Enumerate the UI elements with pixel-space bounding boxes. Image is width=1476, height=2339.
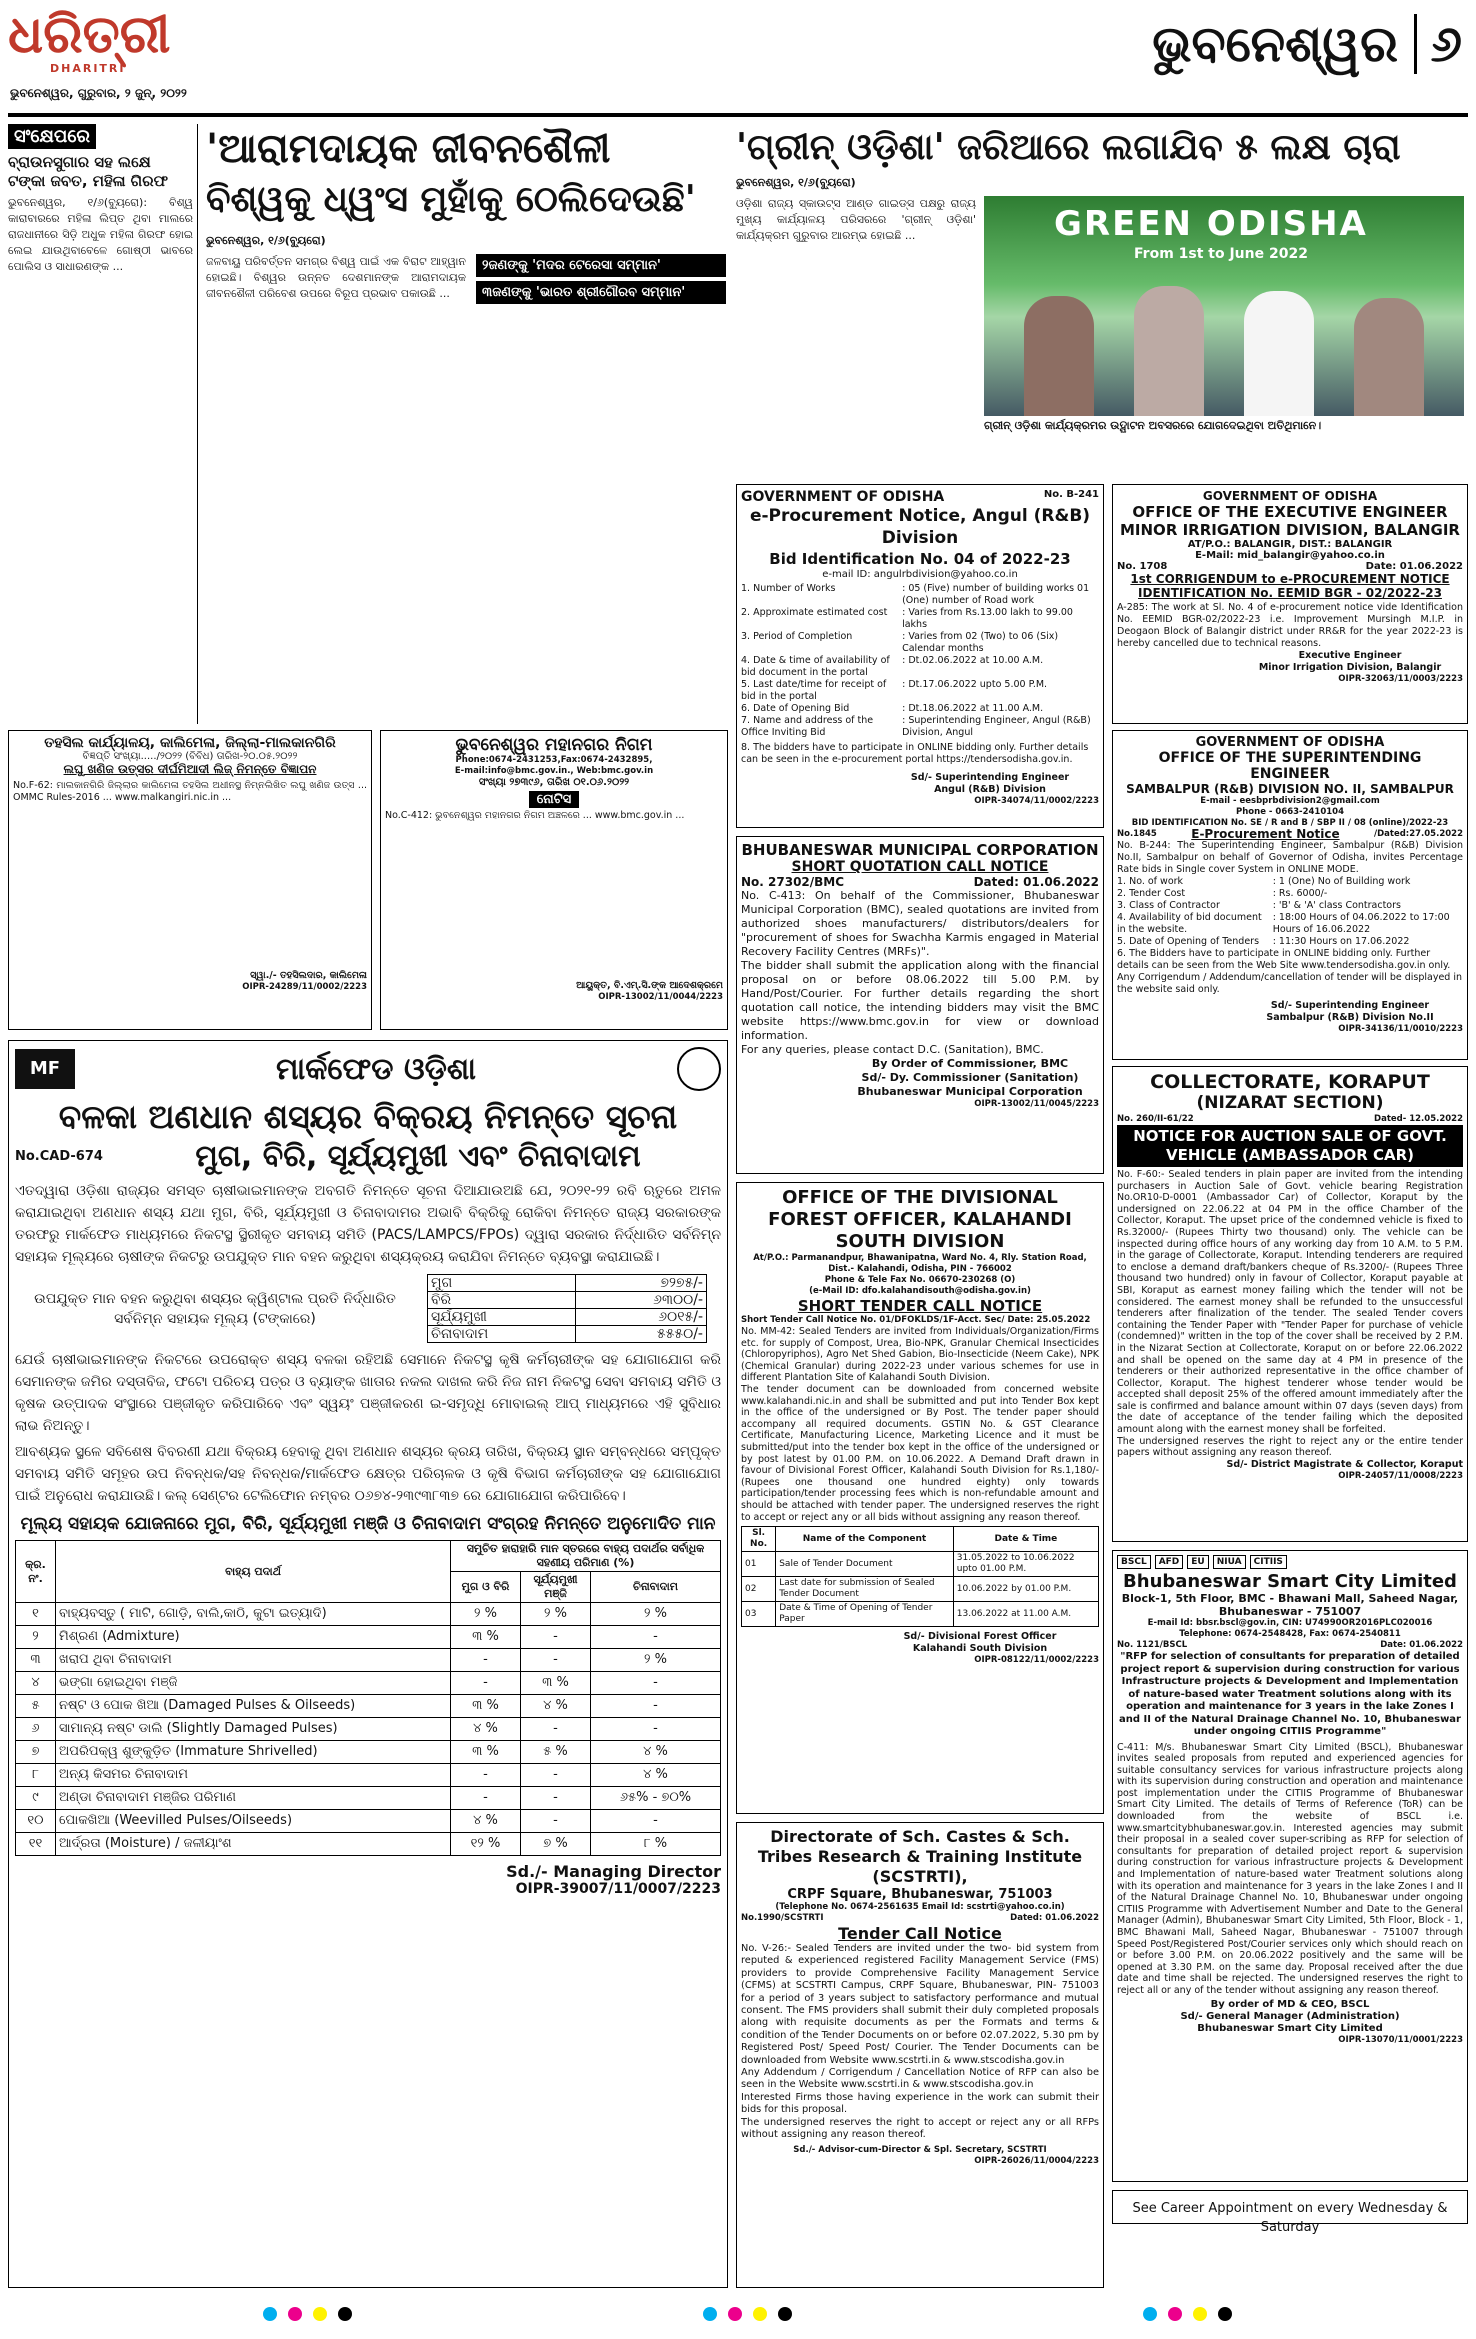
- scstrti-sub: Tender Call Notice: [838, 1924, 1002, 1943]
- quality-sl: ୯: [16, 1787, 56, 1810]
- angul-detail-label: 7. Name and address of the Office Inviting Bid: [741, 715, 874, 738]
- quality-moong-biri: ୩ %: [451, 1695, 521, 1718]
- quality-row: [16, 1626, 721, 1649]
- yellow-dot: [753, 2307, 767, 2321]
- bmc-odia-notice-label: ନୋଟିସ: [529, 791, 579, 808]
- angul-detail-label: 6. Date of Opening Bid: [741, 703, 850, 714]
- markfed-para3: ଆବଶ୍ୟକ ସ୍ଥଳେ ସବିଶେଷ ବିବରଣୀ ଯଥା ବିକ୍ରୟ ହେବାକୁ ଥିବା ଅଣଧାନ ଶସ୍ୟର କ୍ରୟ ତାରିଖ, ବିକ୍ରୟ ସ୍ଥାନ ସମ୍ବନ୍ଧରେ ସମ୍ପୃକ୍ତ ସମବାୟ ସମିତି ସମୂହର ଉପ ନିବନ୍ଧକ/ସହ ନିବନ୍ଧକ/ମାର୍କଫେଡ କ୍ଷେତ୍ର ପରିଚାଳକ ଓ କୃଷି ବିଭାଗ କର୍ମଚାରୀଙ୍କ ସହ ଯୋଗାଯୋଗ ପାଇଁ ଅନୁରୋଧ କରାଯାଉଛି। କଲ୍ ସେଣ୍ଟର ଟେଲିଫୋନ ନମ୍ବର ୦୬୭୪-୨୩୯୩୮୩୭ ରେ ଯୋଗାଯୋଗ କରିପାରିବେ।: [15, 1444, 721, 1504]
- balangir-sub2: IDENTIFICATION No. EEMID BGR - 02/2022-23: [1138, 586, 1442, 600]
- angul-detail-value: : Varies from 02 (Two) to 06 (Six) Calendar months: [902, 631, 1059, 654]
- scstrti-body: No. V-26:- Sealed Tenders are invited under the two- bid system from reputed & experienced registered Facility Management Service (FMS) providers to provide Comprehensive Facility Management Service (CFMS) at SCSTRTI Campus, CRPF Square, Bhubaneswar, PIN- 751003 for a period of 3 years subject to satisfactory performance and mutual consent. The FMS providers shall submit their duly completed proposals along with requisite documents as per the Formats and terms & condition of the Tender Documents on or before 02.07.2022, 5.30 pm by Registered Post/ Speed Post/ Courier. The Tender Documents can be downloaded from Website www.scstrti.in & www.stscodisha.gov.in Any Addendum / Corrigendum / Cancellation Notice of RFP can also be seen in the Website www.scstrti.in & www.stscodisha.gov.in Interested Firms those having experience in the work can submit their bids for this proposal. The undersigned reserves the right to accept or reject any or all RFPs without assigning any reason thereof.: [741, 1943, 1099, 2141]
- quality-groundnut: ୪ %: [591, 1741, 721, 1764]
- quality-item: ସାମାନ୍ୟ ନଷ୍ଟ ଡାଲି (Slightly Damaged Pulses): [56, 1718, 451, 1741]
- smartcity-body: C-411: M/s. Bhubaneswar Smart City Limited (BSCL), Bhubaneswar invites sealed proposals from reputed and experienced agencies for suitable consultancy services for various infrastructure projects along with its supervision during construction and operation and maintenance post implementation under the CITIIS Programme of Bhubaneswar Smart City Limited. The details of Terms of Reference (ToR) can be downloaded from the website of BSCL i.e. www.smartcitybhubaneswar.gov.in. Interested agencies may submit their proposal in a sealed cover super-scribing as RFP for selection of consultants for preparation of detailed project report & supervision during construction for various infrastructure projects & Development and Implementation of nature-based water Treatment solutions along with its operation and maintenance for 3 years in the lake Zones I and II of the Natural Drainage Channel No. 10, Bhubaneswar under ongoing CITIIS Programme with Advertisement Number and Date to the General Manager (Admin), Bhubaneswar Smart City Limited, 5th Floor, Block - 1, BMC Bhawani Mall, Saheed Nagar, Bhubaneswar - 751007 through Speed Post/Registered Post/Courier services only which should reach on or before 3.00 P.M. on 20.06.2022 positively and the same will be opened at 3.30 P.M. on the same day. Proposal received after the due date and time shall be rejected. The undersigned reserves the right to reject all or any of the tender without assigning any reason thereof.: [1117, 1741, 1463, 1996]
- msp-price: ୬୩୦୦/-: [576, 1292, 707, 1309]
- tahasil-head: ଲଘୁ ଖଣିଜ ଉତ୍ସର ଦୀର୍ଘମିଆଦୀ ଲିଜ୍ ନିମନ୍ତେ ବିଜ୍ଞାପନ: [63, 762, 317, 776]
- quality-moong-biri: -: [451, 1649, 521, 1672]
- quality-row: [16, 1718, 721, 1741]
- sambalpur-detail-row: [1117, 900, 1463, 912]
- col-groundnut: ଚିନାବାଦାମ: [591, 1572, 721, 1603]
- bmc-title: BHUBANESWAR MUNICIPAL CORPORATION: [741, 841, 1099, 859]
- forest-datetime: 13.06.2022 at 11.00 A.M.: [953, 1602, 1098, 1627]
- forest-col-header: Sl. No.: [742, 1527, 776, 1552]
- angul-bid: Bid Identification No. 04 of 2022-23: [769, 550, 1071, 568]
- color-registration-marks-mid: [700, 2306, 795, 2325]
- quality-groundnut: ୪ %: [591, 1764, 721, 1787]
- bmc-date: Dated: 01.06.2022: [973, 875, 1099, 889]
- quality-item: ନଷ୍ଟ ଓ ପୋକ ଖିଆ (Damaged Pulses & Oilseeds): [56, 1695, 451, 1718]
- story-lifestyle: [206, 124, 728, 724]
- sambalpur-phone: Phone - 0663-2410104: [1236, 807, 1344, 817]
- ad-scstrti-tender: [736, 1822, 1104, 2288]
- quality-sunflower: ୩ %: [521, 1672, 591, 1695]
- page-number: ୬: [1414, 14, 1462, 74]
- quality-moong-biri: ୩ %: [451, 1741, 521, 1764]
- masthead: [8, 6, 1468, 114]
- angul-detail-row: [741, 631, 1099, 655]
- quality-sl: ୫: [16, 1695, 56, 1718]
- angul-sign: Sd/- Superintending Engineer Angul (R&B) Division: [910, 772, 1070, 795]
- forest-body: No. MM-42: Sealed Tenders are invited from Individuals/Organization/Firms etc. for supply of Compost, Urea, Bio-NPK, Granular Chemical Insecticides (Chloropyriphos), Agro Net Shed Gabion, Bio-Insecticide (Neem Cake), NPK (Chemical Granular) during 2022-23 under various schemes for use in different Plantation Site of Kalahandi South Division. The tender document can be downloaded from concerned website www.kalahandi.nic.in and shall be submitted and put into Tender Box kept in the office of the undersigned or By Post. The tender paper should accompany all required documents. GSTIN No. & GST Clearance Certificate, Manufacturing Licence, Marketing Licence and it must be submitted/put into the tender box kept in the office of the undersigned or by post latest by 01.00 P.M. on 10.06.2022. A Demand Draft drawn in favour of Divisional Forest Officer, Kalahandi South Division for Rs.1,180/- (Rupees one thousand one hundred eighty) only towards participation/tender processing fees which is non-refundable amount and should be attached with tender paper. The undersigned reserves the right to accept or reject any or all bids without assigning any reason thereof.: [741, 1326, 1099, 1523]
- scstrti-addr: CRPF Square, Bhubaneswar, 751003: [787, 1887, 1053, 1902]
- angul-detail-row: [741, 703, 1099, 715]
- msp-row: [428, 1309, 707, 1326]
- forest-sub: SHORT TENDER CALL NOTICE: [797, 1297, 1043, 1315]
- bmc-sign: By Order of Commissioner, BMC Sd/- Dy. Commissioner (Sanitation) Bhubaneswar Municipal Corporation: [857, 1057, 1083, 1098]
- quality-item: ଅଣ୍ଡା ଚିନାବାଦାମ ମଞ୍ଜିର ପରିମାଣ: [56, 1787, 451, 1810]
- yellow-dot: [1193, 2307, 1207, 2321]
- event-photo: [984, 196, 1464, 416]
- tahasil-ref: OIPR-24289/11/0002/2223: [242, 982, 367, 992]
- cyan-dot: [703, 2307, 717, 2321]
- quality-item: ପୋକଖିଆ (Weevilled Pulses/Oilseeds): [56, 1810, 451, 1833]
- quality-groundnut: ୮ %: [591, 1833, 721, 1856]
- balangir-sub1: 1st CORRIGENDUM to e-PROCUREMENT NOTICE: [1130, 572, 1450, 586]
- quality-sunflower: -: [521, 1764, 591, 1787]
- quality-groundnut: ୬୫% - ୭୦%: [591, 1787, 721, 1810]
- forest-component: Date & Time of Opening of Tender Paper: [776, 1602, 954, 1627]
- quality-item: ମିଶ୍ରଣ (Admixture): [56, 1626, 451, 1649]
- brief-heading: ସଂକ୍ଷେପରେ: [8, 124, 96, 149]
- story2-body: ଓଡ଼ିଶା ରାଜ୍ୟ ସ୍କାଉଟ୍ସ ଆଣ୍ଡ ଗାଇଡ୍ସ ପକ୍ଷରୁ ରାଜ୍ୟ ମୁଖ୍ୟ କାର୍ଯ୍ୟାଳୟ ପରିସରରେ 'ଗ୍ରୀନ୍ ଓଡ଼ିଶା' କାର୍ଯ୍ୟକ୍ରମ ଗୁରୁବାର ଆରମ୍ଭ ହୋଇଛି ...: [736, 197, 976, 242]
- markfed-table-title: ମୂଲ୍ୟ ସହାୟକ ଯୋଜନାରେ ମୁଗ, ବିରି, ସୂର୍ଯ୍ୟମୁଖୀ ମଞ୍ଜି ଓ ଚିନାବାଦାମ ସଂଗ୍ରହ ନିମନ୍ତେ ଅନୁମୋଦିତ ମାନ: [20, 1514, 716, 1534]
- bmc-odia-contact: Phone:0674-2431253,Fax:0674-2432895, E-mail:info@bmc.gov.in., Web:bmc.gov.in: [454, 755, 654, 776]
- award-tag-2: ୩ଜଣଙ୍କୁ 'ଭାରତ ଶ୍ରୀଗୌରବ ସମ୍ମାନ': [476, 281, 726, 304]
- quality-moong-biri: ୨ %: [451, 1603, 521, 1626]
- msp-crop: ମୁଗ: [428, 1275, 576, 1292]
- quality-groundnut: -: [591, 1672, 721, 1695]
- col-moong-biri: ମୁଗ ଓ ବିରି: [451, 1572, 521, 1603]
- quality-sunflower: -: [521, 1649, 591, 1672]
- ad-bmc-short-quotation: [736, 836, 1104, 1174]
- scstrti-phone: (Telephone No. 0674-2561635 Email Id: scstrti@yahoo.co.in): [775, 1902, 1065, 1912]
- bmc-odia-title: ଭୁବନେଶ୍ୱର ମହାନଗର ନିଗମ: [455, 735, 653, 755]
- sambalpur-detail-value: : Rs. 6000/-: [1272, 888, 1328, 899]
- ad-bmc-odia-notice: [380, 730, 728, 1030]
- forest-sl: 02: [742, 1577, 776, 1602]
- forest-addr: At/P.O.: Parmanandpur, Bhawanipatna, Ward No. 4, Rly. Station Road, Dist.- Kalahandi, Odisha, PIN - 766002 Phone & Tele Fax No. 06670-230268 (O) (e-Mail ID: dfo.kalahandisouth@odisha.gov.in): [753, 1253, 1087, 1296]
- sambalpur-title2: OFFICE OF THE SUPERINTENDING ENGINEER: [1158, 750, 1422, 782]
- sambalpur-detail-row: [1117, 876, 1463, 888]
- sambalpur-detail-row: [1117, 936, 1463, 948]
- angul-detail-label: 5. Last date/time for receipt of bid in the portal: [741, 679, 887, 702]
- photo-banner-sub: From 1st to June 2022: [1134, 246, 1308, 262]
- forest-component: Sale of Tender Document: [776, 1552, 954, 1577]
- markfed-para1: ଏତଦ୍ୱାରା ଓଡ଼ିଶା ରାଜ୍ୟର ସମସ୍ତ ଚାଷୀଭାଇମାନଙ୍କ ଅବଗତି ନିମନ୍ତେ ସୂଚନା ଦିଆଯାଉଅଛି ଯେ, ୨୦୨୧-୨୨ ରବି ଋତୁରେ ଅମଳ କରାଯାଇଥିବା ଅଣଧାନ ଶସ୍ୟ ଯଥା ମୁଗ, ବିରି, ସୂର୍ଯ୍ୟମୁଖୀ ଓ ଚିନାବାଦାମର ଅଭାବି ବିକ୍ରିକୁ ରୋକିବା ନିମନ୍ତେ ରାଜ୍ୟ ସରକାରଙ୍କ ତରଫରୁ ମାର୍କଫେଡ ମାଧ୍ୟମରେ ନିକଟସ୍ଥ ସ୍ଥିରୀକୃତ ସମବାୟ ସମିତି (PACS/LAMPCS/FPOs) ଦ୍ୱାରା ସରକାର ନିର୍ଦ୍ଧାରିତ ସର୍ବନିମ୍ନ ସହାୟକ ମୂଲ୍ୟରେ ଚାଷୀଙ୍କ ନିକଟରୁ ଉପଯୁକ୍ତ ମାନ ବହନ କରୁଥିବା ଶସ୍ୟକ୍ରୟ କରାଯିବା ନିମନ୍ତେ ବ୍ୟବସ୍ଥା କରାଯାଇଛି।: [15, 1183, 721, 1265]
- yellow-dot: [313, 2307, 327, 2321]
- forest-datetime: 10.06.2022 by 01.00 P.M.: [953, 1577, 1098, 1602]
- story-green-odisha: [736, 124, 1468, 484]
- angul-detail-row: [741, 607, 1099, 631]
- sambalpur-ref: OIPR-34136/11/0010/2223: [1338, 1024, 1463, 1034]
- angul-detail-value: : Dt.17.06.2022 upto 5.00 P.M.: [902, 679, 1048, 690]
- koraput-sub: NOTICE FOR AUCTION SALE OF GOVT. VEHICLE (AMBASSADOR CAR): [1117, 1125, 1463, 1167]
- career-banner: [1112, 2190, 1468, 2235]
- msp-row: [428, 1292, 707, 1309]
- markfed-brand: ମାର୍କଫେଡ ଓଡ଼ିଶା: [275, 1051, 476, 1087]
- ad-angul-eprocurement: [736, 484, 1104, 828]
- sambalpur-detail-row: [1117, 888, 1463, 900]
- quality-sl: ୩: [16, 1649, 56, 1672]
- quality-groundnut: -: [591, 1626, 721, 1649]
- quality-item: ଖରାପ ଥିବା ଚିନାବାଦାମ: [56, 1649, 451, 1672]
- quality-item: ବାହ୍ୟବସ୍ତୁ ( ମାଟି, ଗୋଡ଼ି, ବାଲି,କାଠି, କୁଟା ଇତ୍ୟାଦି): [56, 1603, 451, 1626]
- smartcity-addr: Block-1, 5th Floor, BMC - Bhawani Mall, Saheed Nagar, Bhubaneswar - 751007: [1121, 1592, 1459, 1618]
- black-dot: [1218, 2307, 1232, 2321]
- koraput-no: No. 260/II-61/22: [1117, 1114, 1194, 1124]
- newspaper-logo: ଧରିତ୍ରୀ: [8, 4, 171, 65]
- balangir-no: No. 1708: [1117, 561, 1168, 572]
- forest-schedule-row: [742, 1602, 1099, 1627]
- ad-balangir-corrigendum: [1112, 484, 1468, 724]
- koraput-title2: (NIZARAT SECTION): [1196, 1093, 1384, 1113]
- sambalpur-footer: 6. The Bidders have to participate in ONLINE bidding only. Further details can be seen from the Web Site www.tendersodisha.gov.in only. Any Corrigendum / Addendum/cancellation of tender will be displayed in the website said only.: [1117, 948, 1463, 995]
- forest-ref: OIPR-08122/11/0002/2223: [974, 1655, 1099, 1666]
- story2-dateline: ଭୁବନେଶ୍ୱର, ୧/୬(ବ୍ୟୁରୋ): [736, 176, 856, 189]
- news-brief: [8, 124, 198, 724]
- koraput-date: Dated- 12.05.2022: [1374, 1114, 1463, 1124]
- story-headline-line2: ବିଶ୍ୱକୁ ଧ୍ୱଂସ ମୁହାଁକୁ ଠେଲିଦେଉଛି': [206, 178, 696, 220]
- sambalpur-detail-row: [1117, 912, 1463, 936]
- angul-gov: GOVERNMENT OF ODISHA: [741, 489, 945, 505]
- col-limit: ସମୁଚିତ ହାରାହାରି ମାନ ସ୍ତରରେ ବାହ୍ୟ ପଦାର୍ଥର ସର୍ବାଧିକ ସହଣୀୟ ପରିମାଣ (%): [451, 1541, 721, 1572]
- quality-sl: ୬: [16, 1718, 56, 1741]
- quality-row: [16, 1603, 721, 1626]
- sambalpur-bid: BID IDENTIFICATION No. SE / R and B / SBP II / 08 (online)/2022-23: [1131, 818, 1449, 828]
- markfed-ref: OIPR-39007/11/0007/2223: [515, 1881, 721, 1897]
- ad-koraput-auction: [1112, 1066, 1468, 1542]
- quality-groundnut: -: [591, 1695, 721, 1718]
- tahasil-sub: ବିଜ୍ଞପ୍ତି ସଂଖ୍ୟା...../୨୦୨୨ (ବିବିଧ) ତାରିଖ-୨୦.୦୫.୨୦୨୨: [82, 751, 298, 762]
- scstrti-title: Directorate of Sch. Castes & Sch. Tribes Research & Training Institute (SCSTRTI),: [757, 1827, 1083, 1886]
- sambalpur-sub: E-Procurement Notice: [1191, 827, 1340, 841]
- quality-sl: ୪: [16, 1672, 56, 1695]
- quality-item: ଭଙ୍ଗା ହୋଇଥିବା ମଞ୍ଜି: [56, 1672, 451, 1695]
- quality-sunflower: ୫ %: [521, 1741, 591, 1764]
- partner-logo-5: CITIIS: [1250, 1555, 1287, 1569]
- angul-ref: OIPR-34074/11/0002/2223: [974, 796, 1099, 806]
- msp-row: [428, 1326, 707, 1343]
- balangir-sign: Executive Engineer Minor Irrigation Division, Balangir: [1258, 650, 1442, 673]
- angul-detail-label: 4. Date & time of availability of bid document in the portal: [741, 655, 890, 678]
- story-headline-line1: 'ଆରାମଦାୟକ ଜୀବନଶୈଳୀ: [206, 125, 611, 172]
- quality-row: [16, 1833, 721, 1856]
- ad-tahasil-kalimela: [8, 730, 372, 1030]
- quality-moong-biri: ୪ %: [451, 1810, 521, 1833]
- angul-detail-row: [741, 715, 1099, 739]
- tahasil-title: ତହସିଲ କାର୍ଯ୍ୟାଳୟ, କାଲିମେଳା, ଜିଲ୍ଲା-ମାଲକାନଗିରି: [44, 735, 336, 751]
- ad-markfed: [8, 1040, 728, 2288]
- angul-detail-label: 2. Approximate estimated cost: [741, 607, 888, 618]
- forest-title: OFFICE OF THE DIVISIONAL FOREST OFFICER, KALAHANDI SOUTH DIVISION: [768, 1187, 1072, 1252]
- forest-sign: Sd/- Divisional Forest Officer Kalahandi South Division: [903, 1631, 1057, 1655]
- ad-bhubaneswar-smart-city: [1112, 1550, 1468, 2182]
- logo-subtitle: DHARITRI: [50, 62, 126, 75]
- markfed-price-label: ଉପଯୁକ୍ତ ମାନ ବହନ କରୁଥିବା ଶସ୍ୟର କ୍ୱିଣ୍ଟାଲ ପ୍ରତି ନିର୍ଦ୍ଧାରିତ ସର୍ବନିମ୍ନ ସହାୟକ ମୂଲ୍ୟ (ଟଙ୍କାରେ): [34, 1290, 396, 1327]
- quality-row: [16, 1810, 721, 1833]
- odisha-emblem-icon: [677, 1047, 721, 1091]
- smartcity-sign: By order of MD & CEO, BSCL Sd/- General Manager (Administration) Bhubaneswar Smart City Limited: [1180, 1998, 1400, 2034]
- sambalpur-detail-value: : 11:30 Hours on 17.06.2022: [1272, 936, 1410, 947]
- forest-no: Short Tender Call Notice No. 01/DFOKLDS/1F-Acct. Sec/ Date: 25.05.2022: [741, 1315, 1091, 1325]
- markfed-title: ବଳକା ଅଣଧାନ ଶସ୍ୟର ବିକ୍ରୟ ନିମନ୍ତେ ସୂଚନା: [58, 1097, 678, 1136]
- sambalpur-details: [1117, 876, 1463, 948]
- msp-price: ୬୦୧୫/-: [576, 1309, 707, 1326]
- brief-title: ବ୍ରାଉନସୁଗାର ସହ ଲକ୍ଷେ ଟଙ୍କା ଜବତ, ମହିଳା ଗିରଫ: [8, 153, 168, 190]
- angul-footer: 8. The bidders have to participate in ONLINE bidding only. Further details can be seen in the e-procurement portal https://tendersodisha.gov.in.: [741, 742, 1089, 765]
- balangir-date: Date: 01.06.2022: [1365, 561, 1463, 572]
- bmc-body: No. C-413: On behalf of the Commissioner, Bhubaneswar Municipal Corporation (BMC), sealed quotations are invited from authorized shoes manufacturers/ distributors/dealers for "procurement of shoes for Swachha Karmis engaged in Material Recovery Facility Centres (MRFs)". The bidder shall submit the application along with the financial proposal on or before 08.06.2022 till 5.00 P.M. by Hand/Post/Courier. For further details regarding the short quotation call notice, the intending bidders may visit the BMC website https://www.bmc.gov.in for view or download information. For any queries, please contact D.C. (Sanitation), BMC.: [741, 889, 1099, 1056]
- magenta-dot: [728, 2307, 742, 2321]
- quality-sl: ୧୦: [16, 1810, 56, 1833]
- angul-details: [741, 583, 1099, 739]
- black-dot: [778, 2307, 792, 2321]
- koraput-body: No. F-60:- Sealed tenders in plain paper are invited from the intending purchasers in Auction Sale of Govt. vehicle bearing Registration No.OR10-D-0001 (Ambassador Car) of Collector, Koraput by the undersigned on 22.06.22 at 04 PM in the office Chamber of the Collector, Koraput. The upset price of the condemned vehicle is fixed to Rs.32000/- (Rupees Thirty two thousand) only. The vehicle can be inspected during office hours of any working day from 10 A.M. to 5 P.M. in the garage of Collectorate, Koraput. Intending tenderers are required to enclose a demand draft/bankers cheque of Rs.3200/- (Rupees Three thousand two hundred) only in favour of Collector, Koraput payable at SBI, Koraput as earnest money failing which the tender will not be considered. The earnest money shall be refunded to the unsuccessful tenderers after finalization of the tender. The sealed Tender covers containing the Tender Paper with "Tender Paper for purchase of vehicle (condemned)" written in the top of the cover shall be received by 2 P.M. in the Nizarat Section at Collectorate, Koraput on or before 22.06.2022 and shall be opened on the same day at 4 PM in presence of the tenderers or their authorized representative in the office chamber of Collector, Koraput. The highest tenderer whose tender would be accepted shall deposit 25% of the offered amount immediately after the sale is confirmed and balance amount within 07 days (seven days) from the date of acceptance of the tender failing which the deposited amount along with the earnest money shall be forfeited. The undersigned reserves the right to reject any or the entire tender papers without assigning any reason thereof.: [1117, 1169, 1463, 1459]
- tahasil-body: No.F-62: ମାଲକାନଗିରି ଜିଲ୍ଲାର କାଲିମେଳା ତହସିଲ ଅଧୀନସ୍ଥ ନିମ୍ନଲିଖିତ ଲଘୁ ଖଣିଜ ଉତ୍ସ ... OMMC Rules-2016 ... www.malkangiri.nic.in ...: [13, 780, 367, 803]
- scstrti-ref: OIPR-26026/11/0004/2223: [974, 2155, 1099, 2166]
- forest-col-header: Name of the Component: [776, 1527, 954, 1552]
- quality-row: [16, 1764, 721, 1787]
- color-registration-marks-left: [260, 2306, 355, 2325]
- forest-schedule-row: [742, 1577, 1099, 1602]
- sambalpur-detail-value: : 18:00 Hours of 04.06.2022 to 17:00 Hours of 16.06.2022: [1272, 912, 1450, 935]
- story-dateline: ଭୁବନେଶ୍ୱର, ୧/୬(ବ୍ୟୁରୋ): [206, 234, 326, 247]
- quality-groundnut: ୨ %: [591, 1603, 721, 1626]
- markfed-no: No.CAD-674: [15, 1149, 103, 1164]
- story-body: ଜଳବାୟୁ ପରିବର୍ତ୍ତନ ସମଗ୍ର ବିଶ୍ୱ ପାଇଁ ଏକ ବିରାଟ ଆହ୍ୱାନ ହୋଇଛି। ବିଶ୍ୱର ଉନ୍ନତ ଦେଶମାନଙ୍କ ଆରାମଦାୟକ ଜୀବନଶୈଳୀ ପରିବେଶ ଉପରେ ବିରୂପ ପ୍ରଭାବ ପକାଉଛି ...: [206, 255, 466, 300]
- color-registration-marks-right: [1140, 2306, 1235, 2325]
- angul-title: e-Procurement Notice, Angul (R&B) Division: [749, 506, 1091, 548]
- sambalpur-detail-value: : 1 (One) No of Building work: [1272, 876, 1411, 887]
- sambalpur-detail-label: 3. Class of Contractor: [1117, 900, 1220, 911]
- bmc-odia-no: ସଂଖ୍ୟା ୨୭୩୯୬, ତାରିଖ ୦୧.୦୬.୨୦୨୨: [478, 777, 630, 788]
- scstrti-date: Dated: 01.06.2022: [1010, 1913, 1099, 1923]
- quality-moong-biri: -: [451, 1764, 521, 1787]
- smartcity-title: Bhubaneswar Smart City Limited: [1123, 1571, 1457, 1592]
- sambalpur-date: /Dated:27.05.2022: [1374, 829, 1463, 839]
- smartcity-contact: E-mail Id: bbsr.bscl@gov.in, CIN: U74990OR2016PLC020016 Telephone: 0674-2548428, Fax: 0674-2540811: [1147, 1618, 1433, 1639]
- angul-detail-row: [741, 655, 1099, 679]
- angul-detail-label: 3. Period of Completion: [741, 631, 853, 642]
- balangir-title2: OFFICE OF THE EXECUTIVE ENGINEER: [1132, 503, 1448, 521]
- partner-logo-3: EU: [1187, 1555, 1208, 1569]
- forest-datetime: 31.05.2022 to 10.06.2022 upto 01.00 P.M.: [953, 1552, 1098, 1577]
- koraput-ref: OIPR-24057/11/0008/2223: [1338, 1470, 1463, 1481]
- scstrti-sign: Sd./- Advisor-cum-Director & Spl. Secretary, SCSTRTI: [793, 2144, 1047, 2155]
- cyan-dot: [263, 2307, 277, 2321]
- col-sl: କ୍ର. ନଂ.: [16, 1541, 56, 1603]
- msp-crop: ସୂର୍ଯ୍ୟମୁଖୀ: [428, 1309, 576, 1326]
- bmc-odia-ref: OIPR-13002/11/0044/2223: [598, 992, 723, 1002]
- angul-detail-value: : Superintending Engineer, Angul (R&B) Division, Angul: [902, 715, 1091, 738]
- col-item: ବାହ୍ୟ ପଦାର୍ଥ: [56, 1541, 451, 1603]
- magenta-dot: [1168, 2307, 1182, 2321]
- balangir-title3: MINOR IRRIGATION DIVISION, BALANGIR: [1120, 521, 1460, 539]
- markfed-logo: MF: [15, 1049, 75, 1089]
- quality-moong-biri: ୪ %: [451, 1718, 521, 1741]
- markfed-para2: ଯେଉଁ ଚାଷୀଭାଇମାନଙ୍କ ନିକଟରେ ଉପରୋକ୍ତ ଶସ୍ୟ ବଳକା ରହିଅଛି ସେମାନେ ନିକଟସ୍ଥ କୃଷି କର୍ମଚାରୀଙ୍କ ସହ ଯୋଗାଯୋଗ କରି ସେମାନଙ୍କ ଜମିର ଦସ୍ତାବିଜ, ଫଟୋ ପରିଚୟ ପତ୍ର ଓ ବ୍ୟାଙ୍କ ଖାତାର ନକଲ ଦାଖଲ କରି ନିଜ ନାମ ନିକଟସ୍ଥ ସେବା ସମବାୟ ସମିତି ଓ କୃଷକ ଉତ୍ପାଦକ ସଂସ୍ଥାରେ ପଞ୍ଜୀକୃତ କରିପାରିବେ ଏବଂ ସ୍ୱୟଂ ପଞ୍ଜୀକରଣ ଇ-ସମୃଦ୍ଧି ମୋବାଇଲ୍ ଆପ୍ ମାଧ୍ୟମରେ ଏହି ସୁବିଧାର ଲାଭ ନିଅନ୍ତୁ।: [15, 1352, 721, 1434]
- partner-logo-4: NIUA: [1213, 1555, 1246, 1569]
- quality-sunflower: -: [521, 1626, 591, 1649]
- forest-sl: 01: [742, 1552, 776, 1577]
- quality-row: [16, 1672, 721, 1695]
- smartcity-date: Date: 01.06.2022: [1380, 1640, 1463, 1650]
- bmc-sub: SHORT QUOTATION CALL NOTICE: [791, 859, 1049, 875]
- photo-caption: ଗ୍ରୀନ୍ ଓଡ଼ିଶା କାର୍ଯ୍ୟକ୍ରମର ଉଦ୍ଘାଟନ ଅବସରରେ ଯୋଗଦେଇଥିବା ଅତିଥିମାନେ।: [984, 419, 1322, 432]
- msp-crop: ଚିନାବାଦାମ: [428, 1326, 576, 1343]
- forest-col-header: Date & Time: [953, 1527, 1098, 1552]
- smartcity-sub: "RFP for selection of consultants for preparation of detailed project report & supervision during construction for various Infrastructure projects & Development and Implementation of nature-based water Treatment solutions along with its operation and maintenance for 3 years in the lake Zones I and II of the Natural Drainage Channel No. 10, Bhubaneswar under ongoing CITIIS Programme": [1119, 1651, 1461, 1737]
- quality-item: ଅନ୍ୟ କିସମର ଚିନାବାଦାମ: [56, 1764, 451, 1787]
- forest-schedule-row: [742, 1552, 1099, 1577]
- angul-detail-value: : Dt.02.06.2022 at 10.00 A.M.: [902, 655, 1044, 666]
- balangir-email: E-Mail: mid_balangir@yahoo.co.in: [1195, 550, 1385, 561]
- msp-price: ୫୫୫୦/-: [576, 1326, 707, 1343]
- quality-moong-biri: ୧୨ %: [451, 1833, 521, 1856]
- photo-banner-text: GREEN ODISHA: [1054, 204, 1368, 244]
- koraput-title1: COLLECTORATE, KORAPUT: [1150, 1071, 1430, 1093]
- angul-detail-row: [741, 583, 1099, 607]
- quality-sunflower: ୭ %: [521, 1833, 591, 1856]
- sambalpur-detail-value: : 'B' & 'A' class Contractors: [1272, 900, 1401, 911]
- quality-sunflower: -: [521, 1810, 591, 1833]
- quality-item: ଅପରିପକ୍ୱ ଶୁଙ୍କୁଡ଼ିତ (Immature Shrivelled): [56, 1741, 451, 1764]
- forest-schedule-table: [741, 1526, 1099, 1627]
- quality-sunflower: -: [521, 1787, 591, 1810]
- quality-sl: ୧୧: [16, 1833, 56, 1856]
- quality-row: [16, 1787, 721, 1810]
- tahasil-sign: ସ୍ୱା./- ତହସିଲଦାର, କାଲିମେଳା: [250, 970, 367, 981]
- story2-headline: 'ଗ୍ରୀନ୍ ଓଡ଼ିଶା' ଜରିଆରେ ଲଗାଯିବ ୫ ଲକ୍ଷ ଚାରା: [736, 126, 1401, 168]
- markfed-sign: Sd./- Managing Director: [506, 1862, 721, 1881]
- quality-item: ଆର୍ଦ୍ରତା (Moisture) / ଜଳୀୟାଂଶ: [56, 1833, 451, 1856]
- koraput-sign: Sd/- District Magistrate & Collector, Koraput: [1226, 1458, 1463, 1470]
- bmc-odia-body: No.C-412: ଭୁବନେଶ୍ୱର ମହାନଗର ନିଗମ ଅଞ୍ଚଳରେ ... www.bmc.gov.in ...: [385, 810, 685, 821]
- sambalpur-title3: SAMBALPUR (R&B) DIVISION NO. II, SAMBALPUR: [1126, 782, 1454, 796]
- quality-groundnut: -: [591, 1810, 721, 1833]
- sambalpur-no: No.1845: [1117, 829, 1157, 839]
- forest-sl: 03: [742, 1602, 776, 1627]
- quality-moong-biri: -: [451, 1672, 521, 1695]
- bmc-ref: OIPR-13002/11/0045/2223: [974, 1099, 1099, 1109]
- award-tag-1: ୨ଜଣଙ୍କୁ 'ମଦର ଟେରେସା ସମ୍ମାନ': [476, 254, 726, 277]
- quality-sl: ୧: [16, 1603, 56, 1626]
- markfed-crops: ମୁଗ, ବିରି, ସୂର୍ଯ୍ୟମୁଖୀ ଏବଂ ଚିନାବାଦାମ: [195, 1139, 641, 1174]
- sambalpur-intro: No. B-244: The Superintending Engineer, Sambalpur (R&B) Division No.II, Sambalpur on behalf of Governor of Odisha, invites Percentage Rate bids in Single cover System in ONLINE MODE.: [1117, 840, 1463, 875]
- black-dot: [338, 2307, 352, 2321]
- quality-sl: ୭: [16, 1741, 56, 1764]
- angul-detail-row: [741, 679, 1099, 703]
- section-name: ଭୁବନେଶ୍ୱର: [1152, 14, 1398, 73]
- msp-price: ୭୨୭୫/-: [576, 1275, 707, 1292]
- angul-detail-value: : Varies from Rs.13.00 lakh to 99.00 lakhs: [902, 607, 1073, 630]
- dateline: ଭୁବନେଶ୍ୱର, ଗୁରୁବାର, ୨ ଜୁନ୍, ୨୦୨୨: [10, 86, 187, 100]
- bmc-no: No. 27302/BMC: [741, 875, 845, 889]
- quality-sl: ୮: [16, 1764, 56, 1787]
- angul-no: No. B-241: [1043, 489, 1099, 500]
- ad-forest-kalahandi: [736, 1182, 1104, 1814]
- quality-row: [16, 1649, 721, 1672]
- balangir-body: A-285: The work at Sl. No. 4 of e-procurement notice vide Identification No. EEMID BGR-02/2022-23 i.e. Improvement Mursingh M.I.P. in Deogaon Block of Balangir district under RR&R for the year 2022-23 is hereby cancelled due to technical reasons.: [1117, 602, 1463, 649]
- bmc-odia-sign: ଆୟୁକ୍ତ, ବି.ଏମ୍.ସି.ଙ୍କ ଆଦେଶକ୍ରମେ: [576, 980, 723, 991]
- quality-sunflower: ୨ %: [521, 1603, 591, 1626]
- career-text: See Career Appointment on every Wednesday & Saturday: [1132, 2201, 1448, 2235]
- magenta-dot: [288, 2307, 302, 2321]
- smartcity-no: No. 1121/BSCL: [1117, 1640, 1188, 1650]
- balangir-ref: OIPR-32063/11/0003/2223: [1338, 674, 1463, 684]
- quality-sunflower: ୪ %: [521, 1695, 591, 1718]
- quality-row: [16, 1695, 721, 1718]
- quality-moong-biri: -: [451, 1787, 521, 1810]
- balangir-title1: GOVERNMENT OF ODISHA: [1202, 489, 1378, 503]
- quality-row: [16, 1741, 721, 1764]
- msp-row: [428, 1275, 707, 1292]
- sambalpur-detail-label: 2. Tender Cost: [1117, 888, 1186, 899]
- sambalpur-detail-label: 1. No. of work: [1117, 876, 1184, 887]
- masthead-rule: [8, 113, 1468, 117]
- quality-sunflower: -: [521, 1718, 591, 1741]
- partner-logo-1: BSCL: [1117, 1555, 1151, 1569]
- sambalpur-detail-label: 5. Date of Opening of Tenders: [1117, 936, 1260, 947]
- partner-logo-2: AFD: [1155, 1555, 1184, 1569]
- quality-norms-table: [15, 1540, 721, 1856]
- sambalpur-detail-label: 4. Availability of bid document in the website.: [1117, 912, 1262, 935]
- angul-detail-value: : 05 (Five) number of building works 01 (One) number of Road work: [902, 583, 1090, 606]
- scstrti-no: No.1990/SCSTRTI: [741, 1913, 824, 1923]
- angul-detail-label: 1. Number of Works: [741, 583, 836, 594]
- smartcity-ref: OIPR-13070/11/0001/2223: [1338, 2034, 1463, 2045]
- quality-groundnut: ୨ %: [591, 1649, 721, 1672]
- quality-groundnut: -: [591, 1718, 721, 1741]
- angul-detail-value: : Dt.18.06.2022 at 11.00 A.M.: [902, 703, 1044, 714]
- angul-email: e-mail ID: angulrbdivision@yahoo.co.in: [822, 569, 1018, 580]
- brief-body: ଭୁବନେଶ୍ୱର, ୧/୬(ବ୍ୟୁରୋ): ବିଶ୍ୱ କାରାବାରରେ ମହିଳା ଲିପ୍ତ ଥିବା ମାଲରେ ରାଜଧାନୀରେ ସିଡ଼ି ଅଧୁକ ମହିଳା ଗିରଫ ହୋଇ ଲେଇ ଯାଉଥିବାବେଳେ ଗୋଷ୍ଠୀ ଭାବରେ ପୋଲିସ ଓ ସାଧାରଣଙ୍କ ...: [8, 196, 193, 273]
- sambalpur-title1: GOVERNMENT OF ODISHA: [1195, 735, 1385, 750]
- msp-crop: ବିରି: [428, 1292, 576, 1309]
- cyan-dot: [1143, 2307, 1157, 2321]
- balangir-addr: AT/P.O.: BALANGIR, DIST.: BALANGIR: [1187, 539, 1393, 550]
- ad-sambalpur-eprocurement: [1112, 730, 1468, 1060]
- sambalpur-email: E-mail - eesbprbdivision2@gmail.com: [1200, 796, 1380, 806]
- sambalpur-sign: Sd/- Superintending Engineer Sambalpur (R&B) Division No.II: [1266, 1000, 1434, 1023]
- col-sunflower: ସୂର୍ଯ୍ୟମୁଖୀ ମଞ୍ଜି: [521, 1572, 591, 1603]
- quality-moong-biri: ୩ %: [451, 1626, 521, 1649]
- forest-component: Last date for submission of Sealed Tender Document: [776, 1577, 954, 1602]
- msp-table: [427, 1274, 707, 1343]
- quality-sl: ୨: [16, 1626, 56, 1649]
